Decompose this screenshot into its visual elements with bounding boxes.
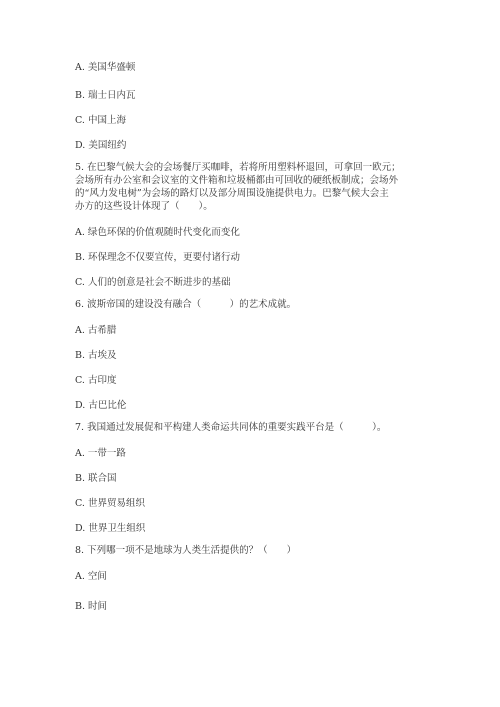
q4-option-d: D. 美国纽约 — [75, 140, 127, 151]
q7-option-c: C. 世界贸易组织 — [75, 498, 145, 509]
q6-option-c: C. 古印度 — [75, 375, 117, 386]
q5-option-c: C. 人们的创意是社会不断进步的基础 — [75, 277, 231, 288]
q5-option-a: A. 绿色环保的价值观随时代变化而变化 — [75, 227, 240, 238]
q5-stem-line-3: 的“风力发电树”为会场的路灯以及部分周围设施提供电力。巴黎气候大会主 — [75, 188, 389, 199]
q5-stem-line-2: 会场所有办公室和会议室的文件箱和垃圾桶都由可回收的硬纸板制成；会场外 — [75, 175, 399, 186]
q7-option-b: B. 联合国 — [75, 473, 117, 484]
q6-option-d: D. 古巴比伦 — [75, 400, 127, 411]
q4-option-c: C. 中国上海 — [75, 115, 126, 126]
q6-option-a: A. 古希腊 — [75, 325, 117, 336]
q4-option-a: A. 美国华盛顿 — [75, 62, 136, 73]
q6-stem: 6. 波斯帝国的建设没有融合（ ）的艺术成就。 — [75, 299, 297, 310]
q8-option-a: A. 空间 — [75, 571, 107, 582]
q8-stem: 8. 下列哪一项不是地球为人类生活提供的？（ ） — [75, 545, 297, 556]
q6-option-b: B. 古埃及 — [75, 350, 117, 361]
q5-stem-line-1: 5. 在巴黎气候大会的会场餐厅买咖啡，若将所用塑料杯退回，可拿回一欧元； — [75, 162, 401, 173]
q7-stem: 7. 我国通过发展促和平构建人类命运共同体的重要实践平台是（ ）。 — [75, 422, 387, 433]
q7-option-a: A. 一带一路 — [75, 448, 126, 459]
q5-stem-line-4: 办方的这些设计体现了（ ）。 — [75, 201, 213, 212]
q7-option-d: D. 世界卫生组织 — [75, 523, 146, 534]
q8-option-b: B. 时间 — [75, 601, 108, 612]
q5-option-b: B. 环保理念不仅要宣传，更要付诸行动 — [75, 252, 241, 263]
q4-option-b: B. 瑞士日内瓦 — [75, 90, 136, 101]
